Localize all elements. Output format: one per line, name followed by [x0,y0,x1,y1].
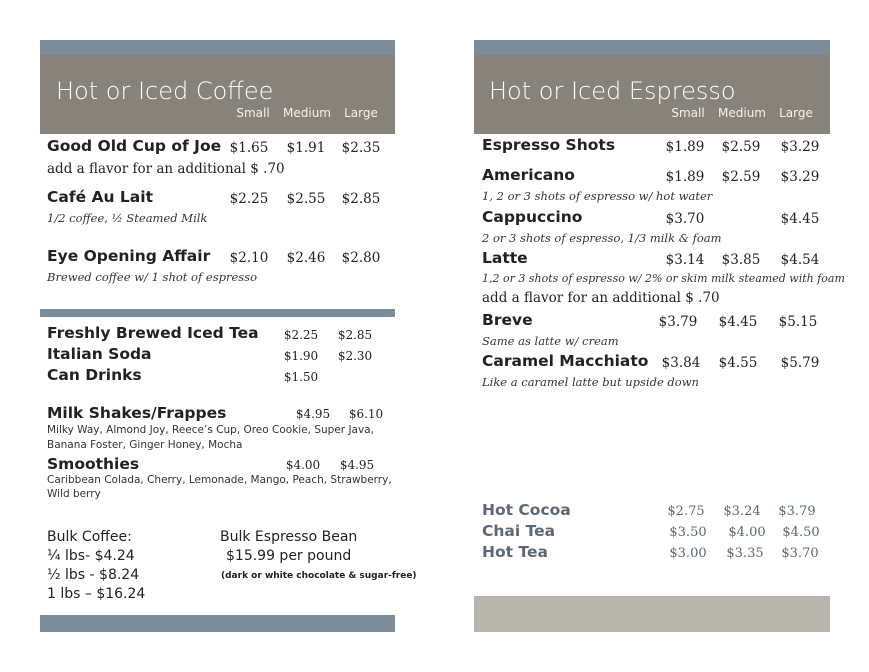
price-small: $1.50 [283,370,319,384]
item-name-cup-of-joe: Good Old Cup of Joe [47,137,222,155]
top-accent-strip [40,40,395,55]
price-medium: $4.00 [728,525,766,540]
size-large-label: Large [344,106,378,120]
size-large-label: Large [779,106,813,120]
price-medium: $3.24 [723,504,761,519]
item-name-eye-opening-affair: Eye Opening Affair [47,247,211,265]
price-small: $1.65 [229,140,269,156]
price-large: $5.79 [780,355,820,371]
price-small: $4.00 [285,458,321,472]
size-medium-label: Medium [283,106,331,120]
price-large: $6.10 [348,407,384,421]
flavor-add-on-note: add a flavor for an additional $ .70 [482,290,720,306]
price-medium: $4.45 [718,314,758,330]
price-small: $1.89 [665,139,705,155]
price-small: $3.50 [669,525,707,540]
price-large: $2.30 [337,349,373,363]
price-medium: $3.85 [721,252,761,268]
item-name-cafe-au-lait: Café Au Lait [47,188,153,206]
price-large: $4.95 [339,458,375,472]
shake-flavors-line-2: Banana Foster, Ginger Honey, Mocha [47,439,243,451]
item-name-can-drinks: Can Drinks [47,366,142,384]
item-description: Like a caramel latte but upside down [482,375,699,389]
price-small: $3.79 [658,314,698,330]
price-small: $1.89 [665,169,705,185]
item-name-smoothies: Smoothies [47,455,140,473]
price-small: $3.00 [669,546,707,561]
item-name-latte: Latte [482,249,528,267]
price-small: $2.75 [667,504,705,519]
item-name-hot-cocoa: Hot Cocoa [482,501,571,519]
item-name-italian-soda: Italian Soda [47,345,152,363]
item-name-americano: Americano [482,166,575,184]
price-small: $3.70 [665,211,705,227]
item-description: 2 or 3 shots of espresso, 1/3 milk & foam [482,231,722,245]
item-name-iced-tea: Freshly Brewed Iced Tea [47,324,259,342]
item-name-breve: Breve [482,311,533,329]
bulk-coffee-title: Bulk Coffee: [47,529,132,545]
price-small: $2.25 [229,191,269,207]
item-description: Brewed coffee w/ 1 shot of espresso [47,270,257,284]
bulk-coffee-one-lb: 1 lbs – $16.24 [47,586,146,602]
coffee-menu-panel [40,40,417,632]
price-medium: $1.91 [286,140,326,156]
item-description: 1, 2 or 3 shots of espresso w/ hot water [482,189,713,203]
price-medium: $2.55 [286,191,326,207]
shake-flavors-line-1: Milky Way, Almond Joy, Reece’s Cup, Oreo Cookie, Super Java, [47,424,374,436]
price-large: $4.54 [780,252,820,268]
bulk-espresso-price: $15.99 per pound [226,548,352,564]
price-small: $2.25 [283,328,319,342]
price-large: $4.50 [782,525,820,540]
item-description: 1,2 or 3 shots of espresso w/ 2% or skim milk steamed with foam [482,272,845,285]
price-large: $2.35 [341,140,381,156]
bottom-band [474,596,830,632]
item-name-cappuccino: Cappuccino [482,208,583,226]
price-large: $3.79 [778,504,816,519]
section-divider [40,309,395,317]
item-name-espresso-shots: Espresso Shots [482,136,616,154]
price-large: $3.29 [780,139,820,155]
size-medium-label: Medium [718,106,766,120]
espresso-title: Hot or Iced Espresso [489,77,736,105]
bulk-espresso-note: (dark or white chocolate & sugar-free) [221,571,417,581]
price-large: $3.29 [780,169,820,185]
price-small: $3.14 [665,252,705,268]
price-medium: $2.59 [721,169,761,185]
smoothie-flavors-line-1: Caribbean Colada, Cherry, Lemonade, Mango, Peach, Strawberry, [47,474,392,486]
coffee-title: Hot or Iced Coffee [56,77,274,105]
item-name-hot-tea: Hot Tea [482,543,548,561]
price-medium: $2.46 [286,250,326,266]
price-small: $1.90 [283,349,319,363]
price-small: $4.95 [295,407,331,421]
item-name-milk-shakes: Milk Shakes/Frappes [47,404,227,422]
flavor-add-on-note: add a flavor for an additional $ .70 [47,161,285,177]
item-description: 1/2 coffee, ½ Steamed Milk [47,211,208,225]
price-large: $4.45 [780,211,820,227]
bulk-espresso-title: Bulk Espresso Bean [220,529,358,545]
bulk-coffee-half-lb: ½ lbs - $8.24 [47,567,140,583]
bottom-accent-strip [40,615,395,632]
size-small-label: Small [671,106,705,120]
price-large: $5.15 [778,314,818,330]
price-large: $2.85 [341,191,381,207]
item-name-caramel-macchiato: Caramel Macchiato [482,352,649,370]
espresso-menu-panel [474,40,845,632]
price-medium: $2.59 [721,139,761,155]
price-large: $2.80 [341,250,381,266]
coffee-header [40,55,395,134]
size-small-label: Small [236,106,270,120]
price-large: $3.70 [781,546,819,561]
espresso-header [474,55,830,134]
price-small: $3.84 [661,355,701,371]
smoothie-flavors-line-2: Wild berry [47,488,101,500]
top-accent-strip [474,40,830,55]
price-medium: $4.55 [718,355,758,371]
price-large: $2.85 [337,328,373,342]
price-small: $2.10 [229,250,269,266]
price-medium: $3.35 [726,546,764,561]
item-name-chai-tea: Chai Tea [482,522,556,540]
bulk-coffee-quarter-lb: ¼ lbs- $4.24 [47,548,135,564]
item-description: Same as latte w/ cream [482,334,619,348]
